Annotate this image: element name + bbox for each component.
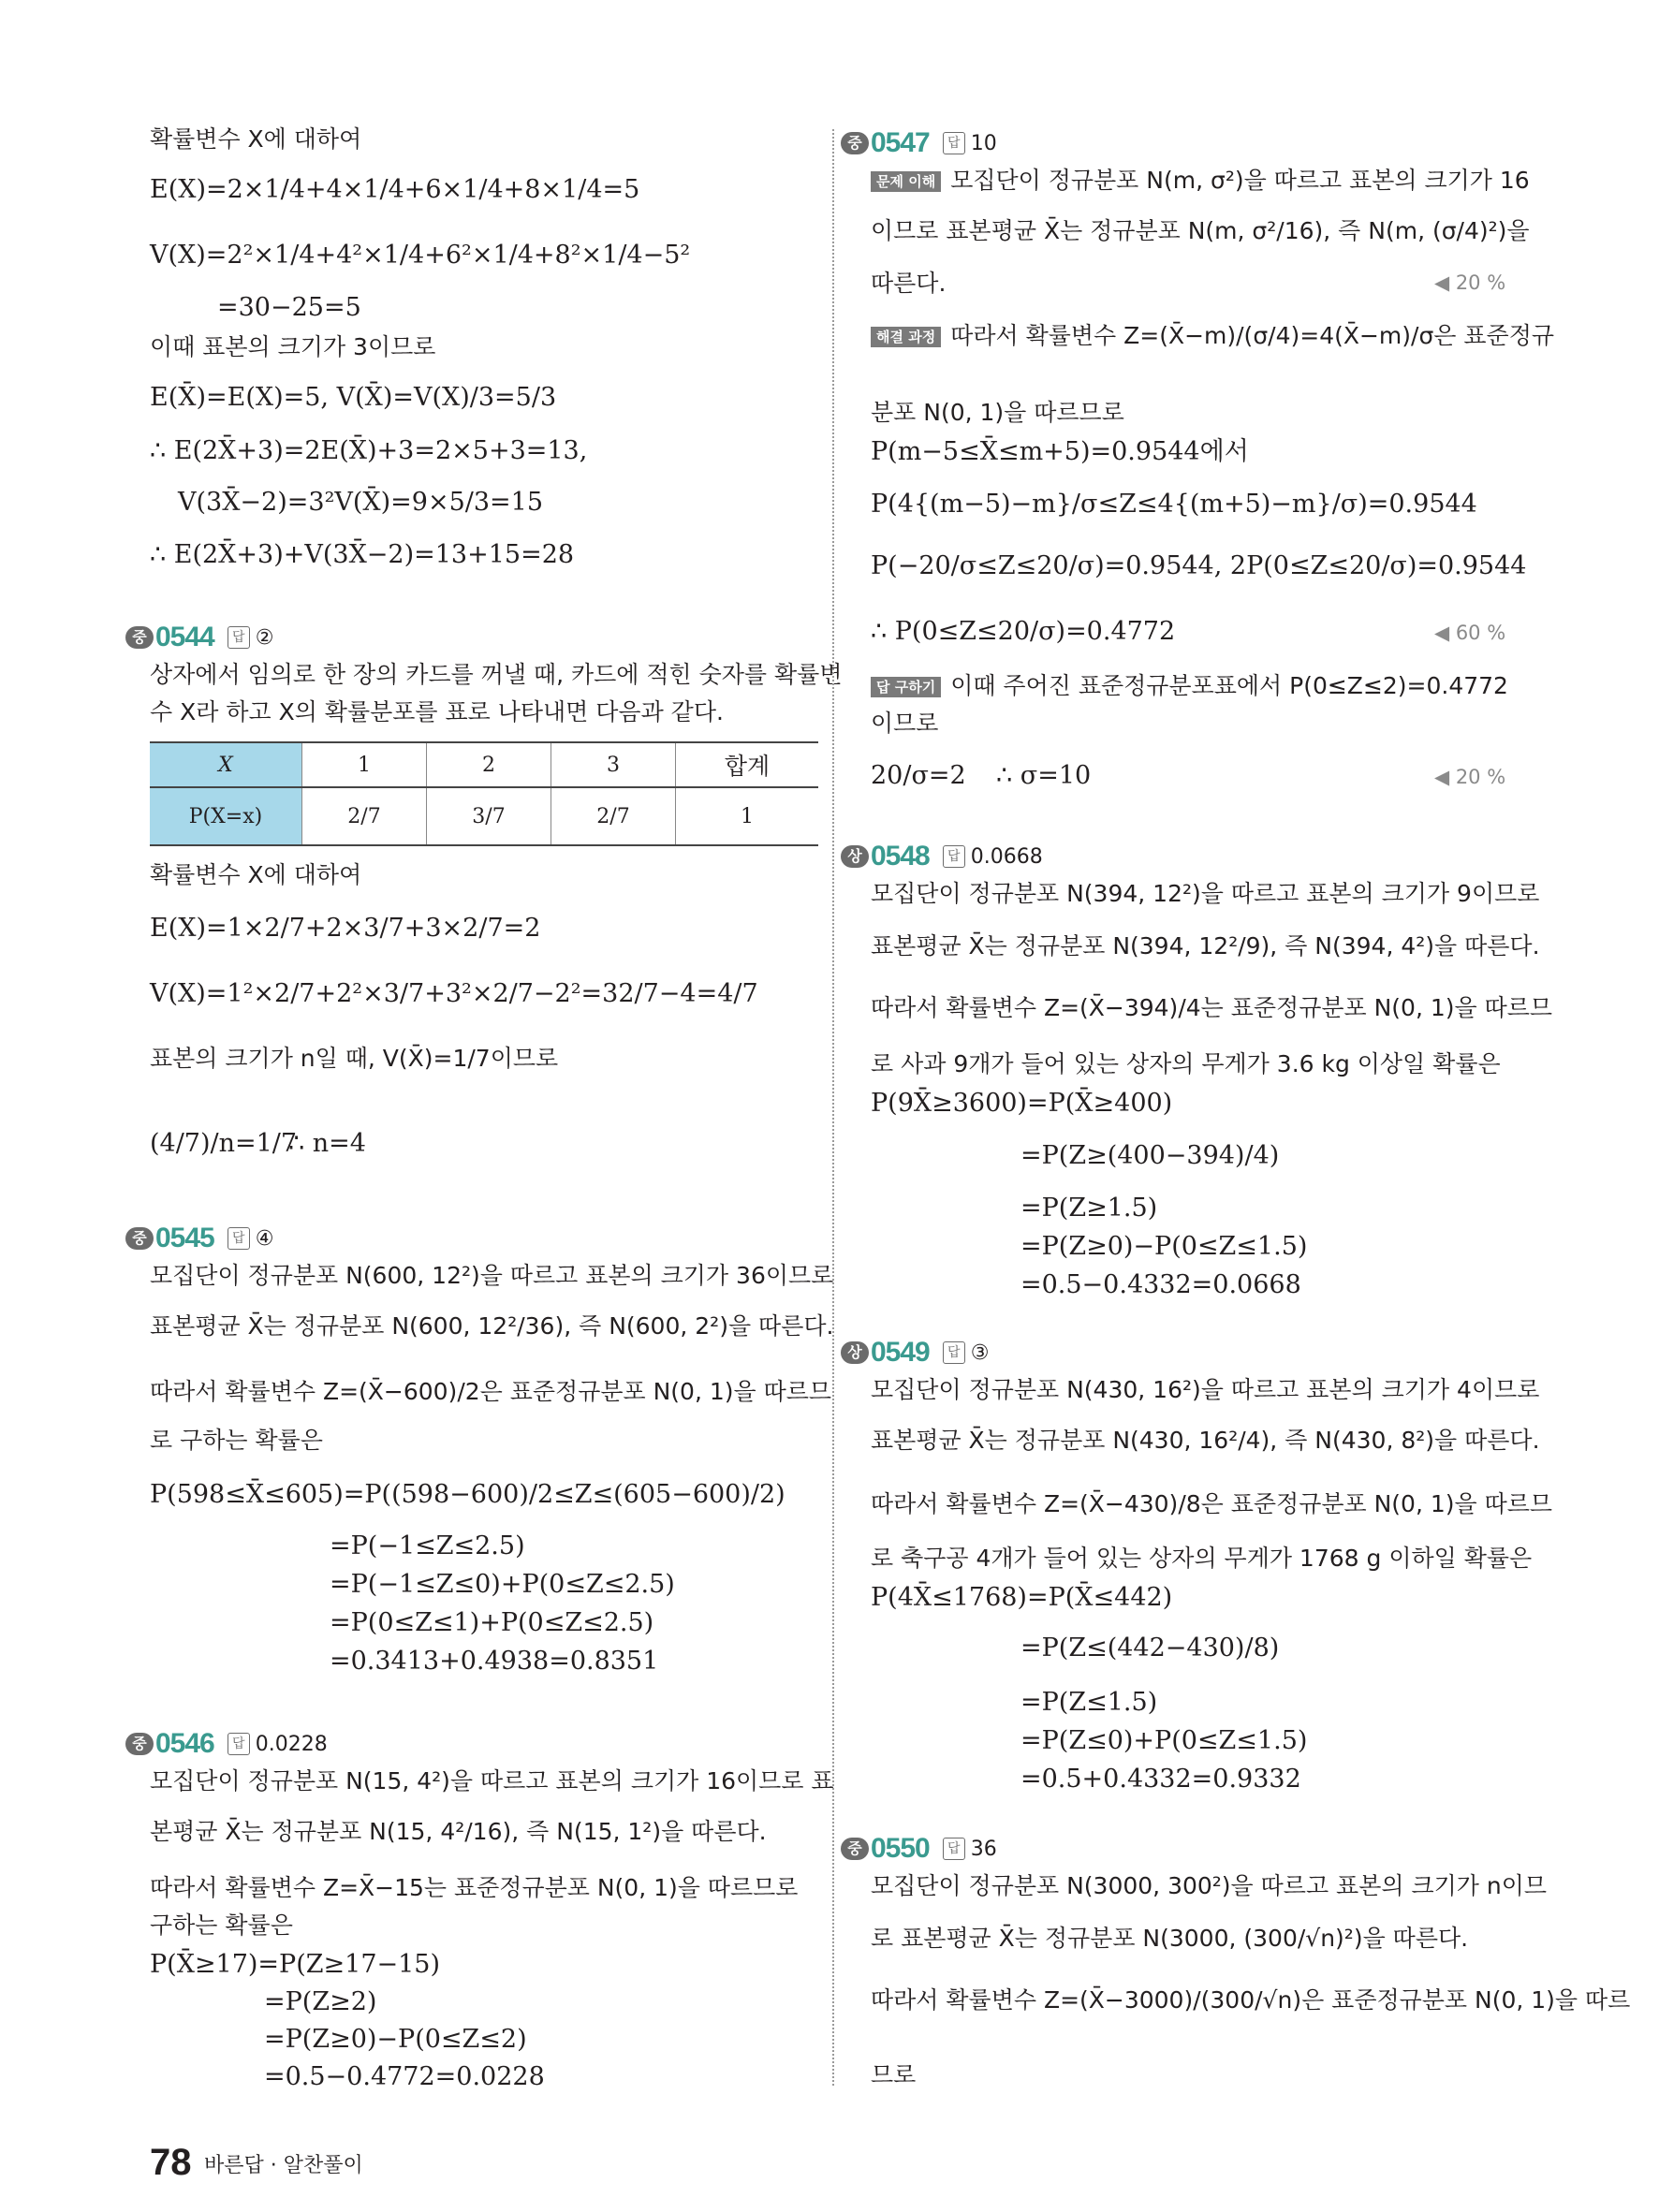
score-percent-2: ◀ 60 % xyxy=(1434,622,1506,644)
left-line-1: 확률변수 X에 대하여 xyxy=(150,125,362,153)
score-percent-3: ◀ 20 % xyxy=(1434,766,1506,788)
score-percent-1: ◀ 20 % xyxy=(1434,271,1506,294)
problem-number: 0544 xyxy=(155,622,214,652)
answer-value: ② xyxy=(255,625,274,650)
p0546-line-4: 구하는 확률은 xyxy=(150,1912,293,1939)
p0549-line-2: 표본평균 X̄는 정규분포 N(430, 16²/4), 즉 N(430, 8²)을 따른다. xyxy=(871,1427,1540,1454)
table-row xyxy=(150,787,818,845)
p0546-line-5: P(X̄≥17)=P(Z≥17−15) xyxy=(150,1950,441,1979)
table-header-cell: 합계 xyxy=(676,742,819,787)
problem-number: 0549 xyxy=(871,1337,930,1368)
p0546-line-2: 본평균 X̄는 정규분포 N(15, 4²/16), 즉 N(15, 1²)을 따른다. xyxy=(150,1818,767,1845)
p0545-line-8: =P(0≤Z≤1)+P(0≤Z≤2.5) xyxy=(330,1608,654,1637)
tag-solving-process: 해결 과정 xyxy=(871,327,941,347)
table-cell: 2/7 xyxy=(551,787,676,845)
p0548-line-3: 따라서 확률변수 Z=(X̄−394)/4는 표준정규분포 N(0, 1)을 따르므 xyxy=(871,994,1553,1021)
p0544-line-3: 확률변수 X에 대하여 xyxy=(150,861,362,888)
p0549-line-6: =P(Z≤(442−430)/8) xyxy=(1020,1633,1280,1663)
p0547-text-10: 이때 주어진 표준정규분포표에서 P(0≤Z≤2)=0.4772 xyxy=(950,672,1508,699)
answer-label: 답 xyxy=(943,845,965,868)
answer-value: 36 xyxy=(970,1837,997,1861)
p0544-line-7: (4/7)/n=1/7 xyxy=(150,1129,298,1158)
footer-title: 바른답 · 알찬풀이 xyxy=(204,2154,363,2177)
problem-number: 0550 xyxy=(871,1833,930,1864)
left-line-5: 이때 표본의 크기가 3이므로 xyxy=(150,333,436,360)
p0548-line-7: =P(Z≥1.5) xyxy=(1020,1194,1158,1223)
p0548-line-9: =0.5−0.4332=0.0668 xyxy=(1020,1270,1301,1299)
tag-find-answer: 답 구하기 xyxy=(871,677,941,697)
p0547-line-2: 이므로 표본평균 X̄는 정규분포 N(m, σ²/16), 즉 N(m, (σ/4)²)을 xyxy=(871,217,1530,244)
p0544-line-1: 상자에서 임의로 한 장의 카드를 꺼낼 때, 카드에 적힌 숫자를 확률변 xyxy=(150,661,843,688)
problem-header-0548 xyxy=(841,841,1043,872)
answer-value: 0.0668 xyxy=(970,844,1043,869)
p0549-line-4: 로 축구공 4개가 들어 있는 상자의 무게가 1768 g 이하일 확률은 xyxy=(871,1545,1533,1572)
p0548-line-2: 표본평균 X̄는 정규분포 N(394, 12²/9), 즉 N(394, 4²)을 따른다. xyxy=(871,932,1540,960)
problem-header-0549 xyxy=(841,1337,989,1369)
level-badge: 상 xyxy=(841,845,869,868)
answer-value: 0.0228 xyxy=(255,1732,328,1756)
answer-label: 답 xyxy=(228,1733,250,1755)
p0548-line-6: =P(Z≥(400−394)/4) xyxy=(1020,1141,1280,1170)
p0544-line-6: 표본의 크기가 n일 때, V(X̄)=1/7이므로 xyxy=(150,1045,559,1072)
p0546-line-8: =0.5−0.4772=0.0228 xyxy=(264,2062,545,2091)
p0549-line-1: 모집단이 정규분포 N(430, 16²)을 따르고 표본의 크기가 4이므로 xyxy=(871,1376,1540,1403)
level-badge: 중 xyxy=(841,1838,869,1860)
answer-label: 답 xyxy=(943,132,965,154)
p0549-line-8: =P(Z≤0)+P(0≤Z≤1.5) xyxy=(1020,1726,1308,1755)
p0547-line-4 xyxy=(871,320,1554,352)
probability-distribution-table xyxy=(150,741,818,846)
left-line-2: E(X)=2×1/4+4×1/4+6×1/4+8×1/4=5 xyxy=(150,175,640,204)
level-badge: 중 xyxy=(125,1227,154,1250)
table-header-cell: 2 xyxy=(427,742,551,787)
p0546-line-1: 모집단이 정규분포 N(15, 4²)을 따르고 표본의 크기가 16이므로 표 xyxy=(150,1767,834,1795)
p0548-line-1: 모집단이 정규분포 N(394, 12²)을 따르고 표본의 크기가 9이므로 xyxy=(871,880,1540,907)
p0545-line-9: =0.3413+0.4938=0.8351 xyxy=(330,1647,659,1676)
p0547-line-10 xyxy=(871,670,1508,702)
answer-label: 답 xyxy=(228,1227,250,1250)
p0546-line-3: 따라서 확률변수 Z=X̄−15는 표준정규분포 N(0, 1)을 따르므로 xyxy=(150,1874,799,1901)
column-divider xyxy=(832,129,834,2086)
level-badge: 상 xyxy=(841,1341,869,1364)
problem-header-0547 xyxy=(841,127,997,159)
problem-header-0550 xyxy=(841,1833,997,1865)
table-cell: 3/7 xyxy=(427,787,551,845)
table-cell: 1 xyxy=(676,787,819,845)
p0545-line-4: 로 구하는 확률은 xyxy=(150,1427,323,1454)
p0544-line-2: 수 X라 하고 X의 확률분포를 표로 나타내면 다음과 같다. xyxy=(150,698,724,725)
answer-label: 답 xyxy=(228,626,250,649)
p0547-line-6: P(m−5≤X̄≤m+5)=0.9544에서 xyxy=(871,437,1249,466)
p0547-text-1: 모집단이 정규분포 N(m, σ²)을 따르고 표본의 크기가 16 xyxy=(950,167,1530,194)
problem-number: 0545 xyxy=(155,1223,214,1253)
p0550-line-2: 로 표본평균 X̄는 정규분포 N(3000, (300/√n)²)을 따른다. xyxy=(871,1925,1469,1952)
left-line-7: ∴ E(2X̄+3)=2E(X̄)+3=2×5+3=13, xyxy=(150,436,588,465)
p0545-line-5: P(598≤X̄≤605)=P((598−600)/2≤Z≤(605−600)/2) xyxy=(150,1480,785,1509)
answer-label: 답 xyxy=(943,1341,965,1364)
table-header-cell: 3 xyxy=(551,742,676,787)
p0549-line-9: =0.5+0.4332=0.9332 xyxy=(1020,1765,1301,1794)
level-badge: 중 xyxy=(125,626,154,649)
problem-header-0546 xyxy=(125,1728,328,1760)
p0549-line-3: 따라서 확률변수 Z=(X̄−430)/8은 표준정규분포 N(0, 1)을 따르므 xyxy=(871,1490,1553,1517)
p0547-line-7: P(4{(m−5)−m}/σ≤Z≤4{(m+5)−m}/σ)=0.9544 xyxy=(871,490,1477,519)
problem-number: 0548 xyxy=(871,841,930,872)
p0548-line-4: 로 사과 9개가 들어 있는 상자의 무게가 3.6 kg 이상일 확률은 xyxy=(871,1050,1501,1077)
p0547-line-5: 분포 N(0, 1)을 따르므로 xyxy=(871,399,1124,426)
p0547-line-13: ∴ σ=10 xyxy=(996,761,1092,790)
p0548-line-5: P(9X̄≥3600)=P(X̄≥400) xyxy=(871,1089,1173,1118)
p0550-line-1: 모집단이 정규분포 N(3000, 300²)을 따르고 표본의 크기가 n이므 xyxy=(871,1872,1547,1899)
p0549-line-7: =P(Z≤1.5) xyxy=(1020,1688,1158,1717)
p0550-line-3: 따라서 확률변수 Z=(X̄−3000)/(300/√n)은 표준정규분포 N(0, 1)을 따르 xyxy=(871,1986,1631,2014)
p0545-line-1: 모집단이 정규분포 N(600, 12²)을 따르고 표본의 크기가 36이므로 xyxy=(150,1262,834,1289)
left-line-4: =30−25=5 xyxy=(217,293,361,322)
table-header-cell: X xyxy=(150,742,302,787)
table-header-cell: 1 xyxy=(302,742,427,787)
level-badge: 중 xyxy=(841,132,869,154)
p0547-text-4: 따라서 확률변수 Z=(X̄−m)/(σ/4)=4(X̄−m)/σ은 표준정규 xyxy=(950,322,1554,349)
page-number: 78 xyxy=(150,2142,192,2183)
p0545-line-2: 표본평균 X̄는 정규분포 N(600, 12²/36), 즉 N(600, 2²)을 따른다. xyxy=(150,1312,834,1340)
problem-number: 0547 xyxy=(871,127,930,158)
problem-header-0544 xyxy=(125,622,273,653)
left-line-6: E(X̄)=E(X)=5, V(X̄)=V(X)/3=5/3 xyxy=(150,383,557,412)
level-badge: 중 xyxy=(125,1733,154,1755)
p0549-line-5: P(4X̄≤1768)=P(X̄≤442) xyxy=(871,1583,1173,1612)
p0544-line-4: E(X)=1×2/7+2×3/7+3×2/7=2 xyxy=(150,914,541,943)
p0547-line-11: 이므로 xyxy=(871,710,939,737)
answer-label: 답 xyxy=(943,1838,965,1860)
p0546-line-6: =P(Z≥2) xyxy=(264,1987,377,2016)
p0547-line-9: ∴ P(0≤Z≤20/σ)=0.4772 xyxy=(871,617,1176,646)
problem-header-0545 xyxy=(125,1223,273,1254)
tag-problem-understanding: 문제 이해 xyxy=(871,171,941,192)
p0547-line-3: 따른다. xyxy=(871,270,947,297)
p0547-line-8: P(−20/σ≤Z≤20/σ)=0.9544, 2P(0≤Z≤20/σ)=0.9544 xyxy=(871,551,1527,580)
left-line-9: ∴ E(2X̄+3)+V(3X̄−2)=13+15=28 xyxy=(150,540,575,569)
p0545-line-7: =P(−1≤Z≤0)+P(0≤Z≤2.5) xyxy=(330,1570,675,1599)
p0547-line-1 xyxy=(871,165,1530,197)
problem-number: 0546 xyxy=(155,1728,214,1759)
p0545-line-3: 따라서 확률변수 Z=(X̄−600)/2은 표준정규분포 N(0, 1)을 따르므 xyxy=(150,1378,832,1405)
answer-value: 10 xyxy=(970,131,997,155)
p0547-line-12: 20/σ=2 xyxy=(871,761,966,790)
p0550-line-4: 므로 xyxy=(871,2061,917,2088)
left-line-8: V(3X̄−2)=3²V(X̄)=9×5/3=15 xyxy=(178,488,544,517)
p0548-line-8: =P(Z≥0)−P(0≤Z≤1.5) xyxy=(1020,1232,1308,1261)
left-line-3: V(X)=2²×1/4+4²×1/4+6²×1/4+8²×1/4−5² xyxy=(150,241,691,270)
table-cell: 2/7 xyxy=(302,787,427,845)
answer-value: ④ xyxy=(255,1226,274,1251)
p0545-line-6: =P(−1≤Z≤2.5) xyxy=(330,1531,525,1560)
table-cell: P(X=x) xyxy=(150,787,302,845)
answer-value: ③ xyxy=(970,1340,990,1365)
p0546-line-7: =P(Z≥0)−P(0≤Z≤2) xyxy=(264,2025,527,2054)
p0544-line-5: V(X)=1²×2/7+2²×3/7+3²×2/7−2²=32/7−4=4/7 xyxy=(150,979,758,1008)
p0544-line-8: ∴ n=4 xyxy=(288,1129,366,1158)
table-row xyxy=(150,742,818,787)
